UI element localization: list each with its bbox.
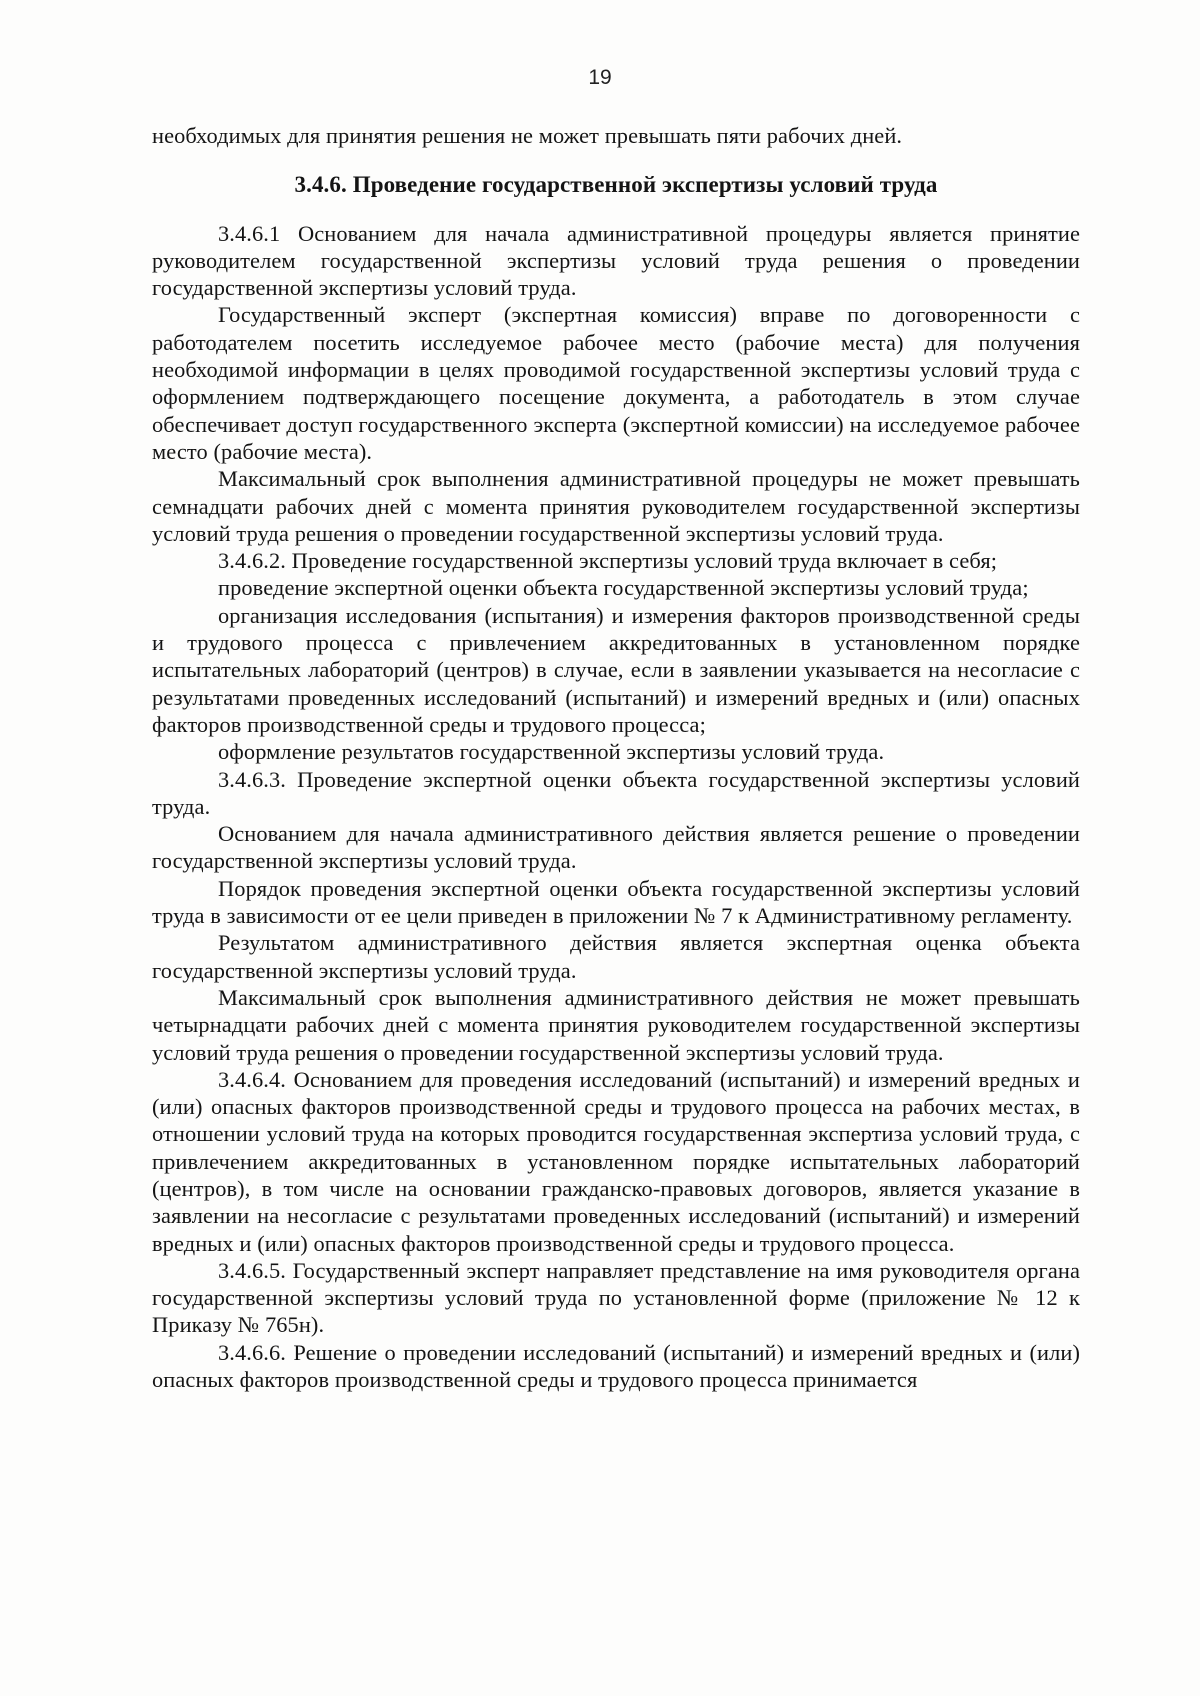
paragraph-site-visit: Государственный эксперт (экспертная комиссия) вправе по договоренности с работодателем посетить исследуемое рабочее место (рабочие места) для получения необходимой информации в целях проводимой государственной экспертизы условий труда с оформлением подтверждающего посещение документа, а работодатель в этом случае обеспечивает доступ государственного эксперта (экспертной комиссии) на исследуемое рабочее место (рабочие места). bbox=[152, 302, 1080, 464]
paragraph-max-term-procedure: Максимальный срок выполнения административной процедуры не может превышать семнадцати рабочих дней с момента принятия руководителем государственной экспертизы условий труда решения о проведении государственной экспертизы условий труда. bbox=[152, 466, 1080, 546]
paragraph-3-4-6-1: 3.4.6.1 Основанием для начала административной процедуры является принятие руководителем государственной экспертизы условий труда решения о проведении государственной экспертизы условий труда. bbox=[152, 220, 1080, 301]
paragraph-max-term-action: Максимальный срок выполнения административного действия не может превышать четырнадцати рабочих дней с момента принятия руководителем государственной экспертизы условий труда решения о проведении государственной экспертизы условий труда. bbox=[152, 984, 1080, 1065]
paragraph-3-4-6-3: 3.4.6.3. Проведение экспертной оценки объекта государственной экспертизы условий труда. bbox=[152, 766, 1080, 819]
list-item-research-organization: организация исследования (испытания) и измерения факторов производственной среды и трудового процесса с привлечением аккредитованных в установленном порядке испытательных лабораторий (центров) в случае, если в заявлении указывается на несогласие с результатами проведенных исследований (испытаний) и измерений вредных и (или) опасных факторов производственной среды и трудового процесса; bbox=[152, 602, 1080, 737]
paragraph-action-result: Результатом административного действия является экспертная оценка объекта государственной экспертизы условий труда. bbox=[152, 930, 1080, 983]
paragraph-3-4-6-2: 3.4.6.2. Проведение государственной экспертизы условий труда включает в себя; bbox=[218, 548, 998, 574]
section-heading: 3.4.6. Проведение государственной экспертизы условий труда bbox=[294, 172, 938, 198]
intro-line: необходимых для принятия решения не может превышать пяти рабочих дней. bbox=[152, 123, 903, 148]
list-item-expert-assessment: проведение экспертной оценки объекта государственной экспертизы условий труда; bbox=[218, 575, 1029, 601]
list-item-results-registration: оформление результатов государственной экспертизы условий труда. bbox=[218, 739, 885, 765]
paragraph-3-4-6-6: 3.4.6.6. Решение о проведении исследований (испытаний) и измерений вредных и (или) опасных факторов производственной среды и трудового процесса принимается bbox=[152, 1339, 1080, 1393]
paragraph-3-4-6-5: 3.4.6.5. Государственный эксперт направляет представление на имя руководителя органа государственной экспертизы условий труда по установленной форме (приложение № 12 к Приказу № 765н). bbox=[152, 1257, 1080, 1338]
paragraph-action-basis: Основанием для начала административного действия является решение о проведении государственной экспертизы условий труда. bbox=[152, 821, 1080, 874]
paragraph-3-4-6-4: 3.4.6.4. Основанием для проведения исследований (испытаний) и измерений вредных и (или) опасных факторов производственной среды и трудового процесса на рабочих местах, в отношении условий труда на которых проводится государственная экспертиза условий труда, с привлечением аккредитованных в установленном порядке испытательных лабораторий (центров), в том числе на основании гражданско-правовых договоров, является указание в заявлении на несогласие с результатами проведенных исследований (испытаний) и измерений вредных и (или) опасных факторов производственной среды и трудового процесса. bbox=[152, 1066, 1080, 1256]
document-body bbox=[152, 122, 1080, 1393]
page-number: 19 bbox=[588, 66, 612, 89]
paragraph-assessment-order: Порядок проведения экспертной оценки объекта государственной экспертизы условий труда в зависимости от ее цели приведен в приложении № 7 к Административному регламенту. bbox=[152, 875, 1080, 929]
